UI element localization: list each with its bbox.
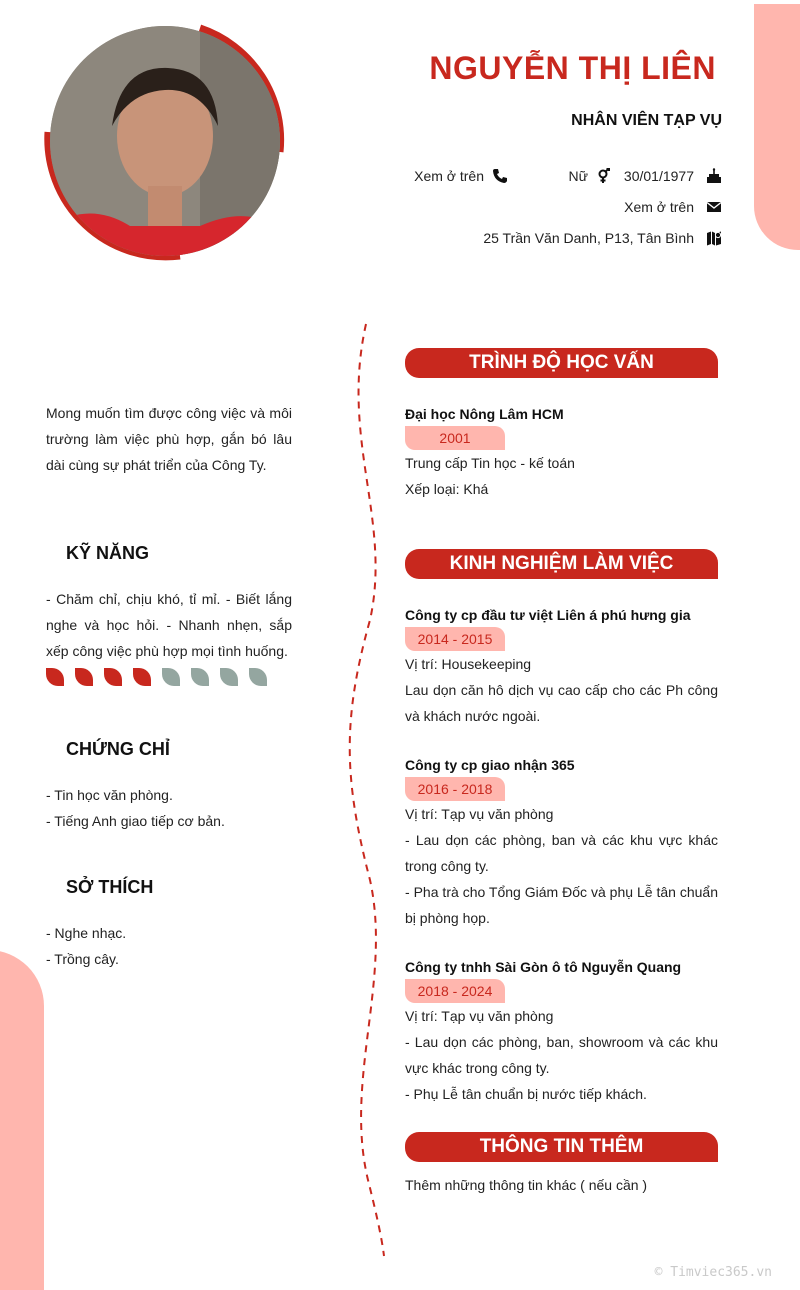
phone-icon [492,168,510,184]
certificates-heading: CHỨNG CHỈ [66,739,170,759]
skills-text: - Chăm chỉ, chịu khó, tỉ mỉ. - Biết lắng nghe và học hỏi. - Nhanh nhẹn, sắp xếp công việc phù hợp mọi tình huống. [46,591,292,659]
education-heading: TRÌNH ĐỘ HỌC VẤN [405,348,718,378]
job-position: Vị trí: Tạp vụ văn phòng [405,1008,554,1024]
profile-photo [50,26,280,256]
career-objective: Mong muốn tìm được công việc và môi trường làm việc phù hợp, gắn bó lâu dài cùng sự phát triển của Công Ty. [46,405,292,473]
skill-dot-filled [133,668,151,686]
gender-text: Nữ [568,168,588,184]
job-period: 2016 - 2018 [405,777,505,801]
job-description: - Phụ Lễ tân chuẩn bị nước tiếp khách. [405,1086,647,1102]
education-year: 2001 [405,426,505,450]
extra-info-text: Thêm những thông tin khác ( nếu cần ) [405,1177,648,1193]
job-period: 2014 - 2015 [405,627,505,651]
gender-icon [596,168,614,184]
hobbies-heading: SỞ THÍCH [66,877,154,897]
job-position: Vị trí: Tạp vụ văn phòng [405,806,554,822]
education-major: Trung cấp Tin học - kế toán [405,455,575,471]
gender-info [569,168,614,184]
job-position: Vị trí: Housekeeping [405,656,532,672]
job-description: Lau dọn căn hô dịch vụ cao cấp cho các Ph công và khách nước ngoài. [405,682,718,724]
watermark-footer: © Timviec365.vn [654,1265,772,1280]
corner-decoration-top [754,4,800,250]
job-period: 2018 - 2024 [405,979,505,1003]
map-icon [706,230,724,246]
hobby-item: - Nghe nhạc. [46,925,127,941]
birthday-info [624,168,724,184]
hobby-item: - Trồng cây. [46,951,119,967]
skill-dot-empty [220,668,238,686]
skills-heading: KỸ NĂNG [66,543,150,563]
email-text: Xem ở trên [624,199,694,215]
job-title: NHÂN VIÊN TẠP VỤ [571,112,722,129]
birthday-text: 30/01/1977 [623,168,694,184]
job-description: - Pha trà cho Tổng Giám Đốc và phụ Lễ tân chuẩn bị phòng họp. [405,884,718,926]
school-name: Đại học Nông Lâm HCM [405,406,564,422]
address-contact [483,230,724,246]
wavy-divider [330,320,400,1260]
cake-icon [706,168,724,184]
job-company: Công ty cp giao nhận 365 [405,757,575,773]
skill-dot-empty [191,668,209,686]
experience-heading: KINH NGHIỆM LÀM VIỆC [405,549,718,579]
skill-dot-empty [162,668,180,686]
address-text: 25 Trần Văn Danh, P13, Tân Bình [483,230,694,246]
email-contact [624,199,724,215]
certificate-item: - Tin học văn phòng. [46,787,173,803]
job-company: Công ty cp đầu tư việt Liên á phú hưng gia [405,607,691,623]
job-description: - Lau dọn các phòng, ban, showroom và các khu vực khác trong công ty. [405,1034,718,1076]
skill-dot-empty [249,668,267,686]
corner-decoration-bottom [0,950,44,1290]
job-description: - Lau dọn các phòng, ban và các khu vực khác trong công ty. [405,832,718,874]
certificate-item: - Tiếng Anh giao tiếp cơ bản. [46,813,225,829]
education-grade: Xếp loại: Khá [405,481,489,497]
job-company: Công ty tnhh Sài Gòn ô tô Nguyễn Quang [405,959,682,975]
skill-dot-filled [75,668,93,686]
skill-dot-filled [104,668,122,686]
skill-dot-filled [46,668,64,686]
phone-text: Xem ở trên [414,168,484,184]
envelope-icon [706,199,724,215]
phone-contact [414,168,510,184]
candidate-name: NGUYỄN THỊ LIÊN [429,50,716,86]
extra-info-heading: THÔNG TIN THÊM [405,1132,718,1162]
